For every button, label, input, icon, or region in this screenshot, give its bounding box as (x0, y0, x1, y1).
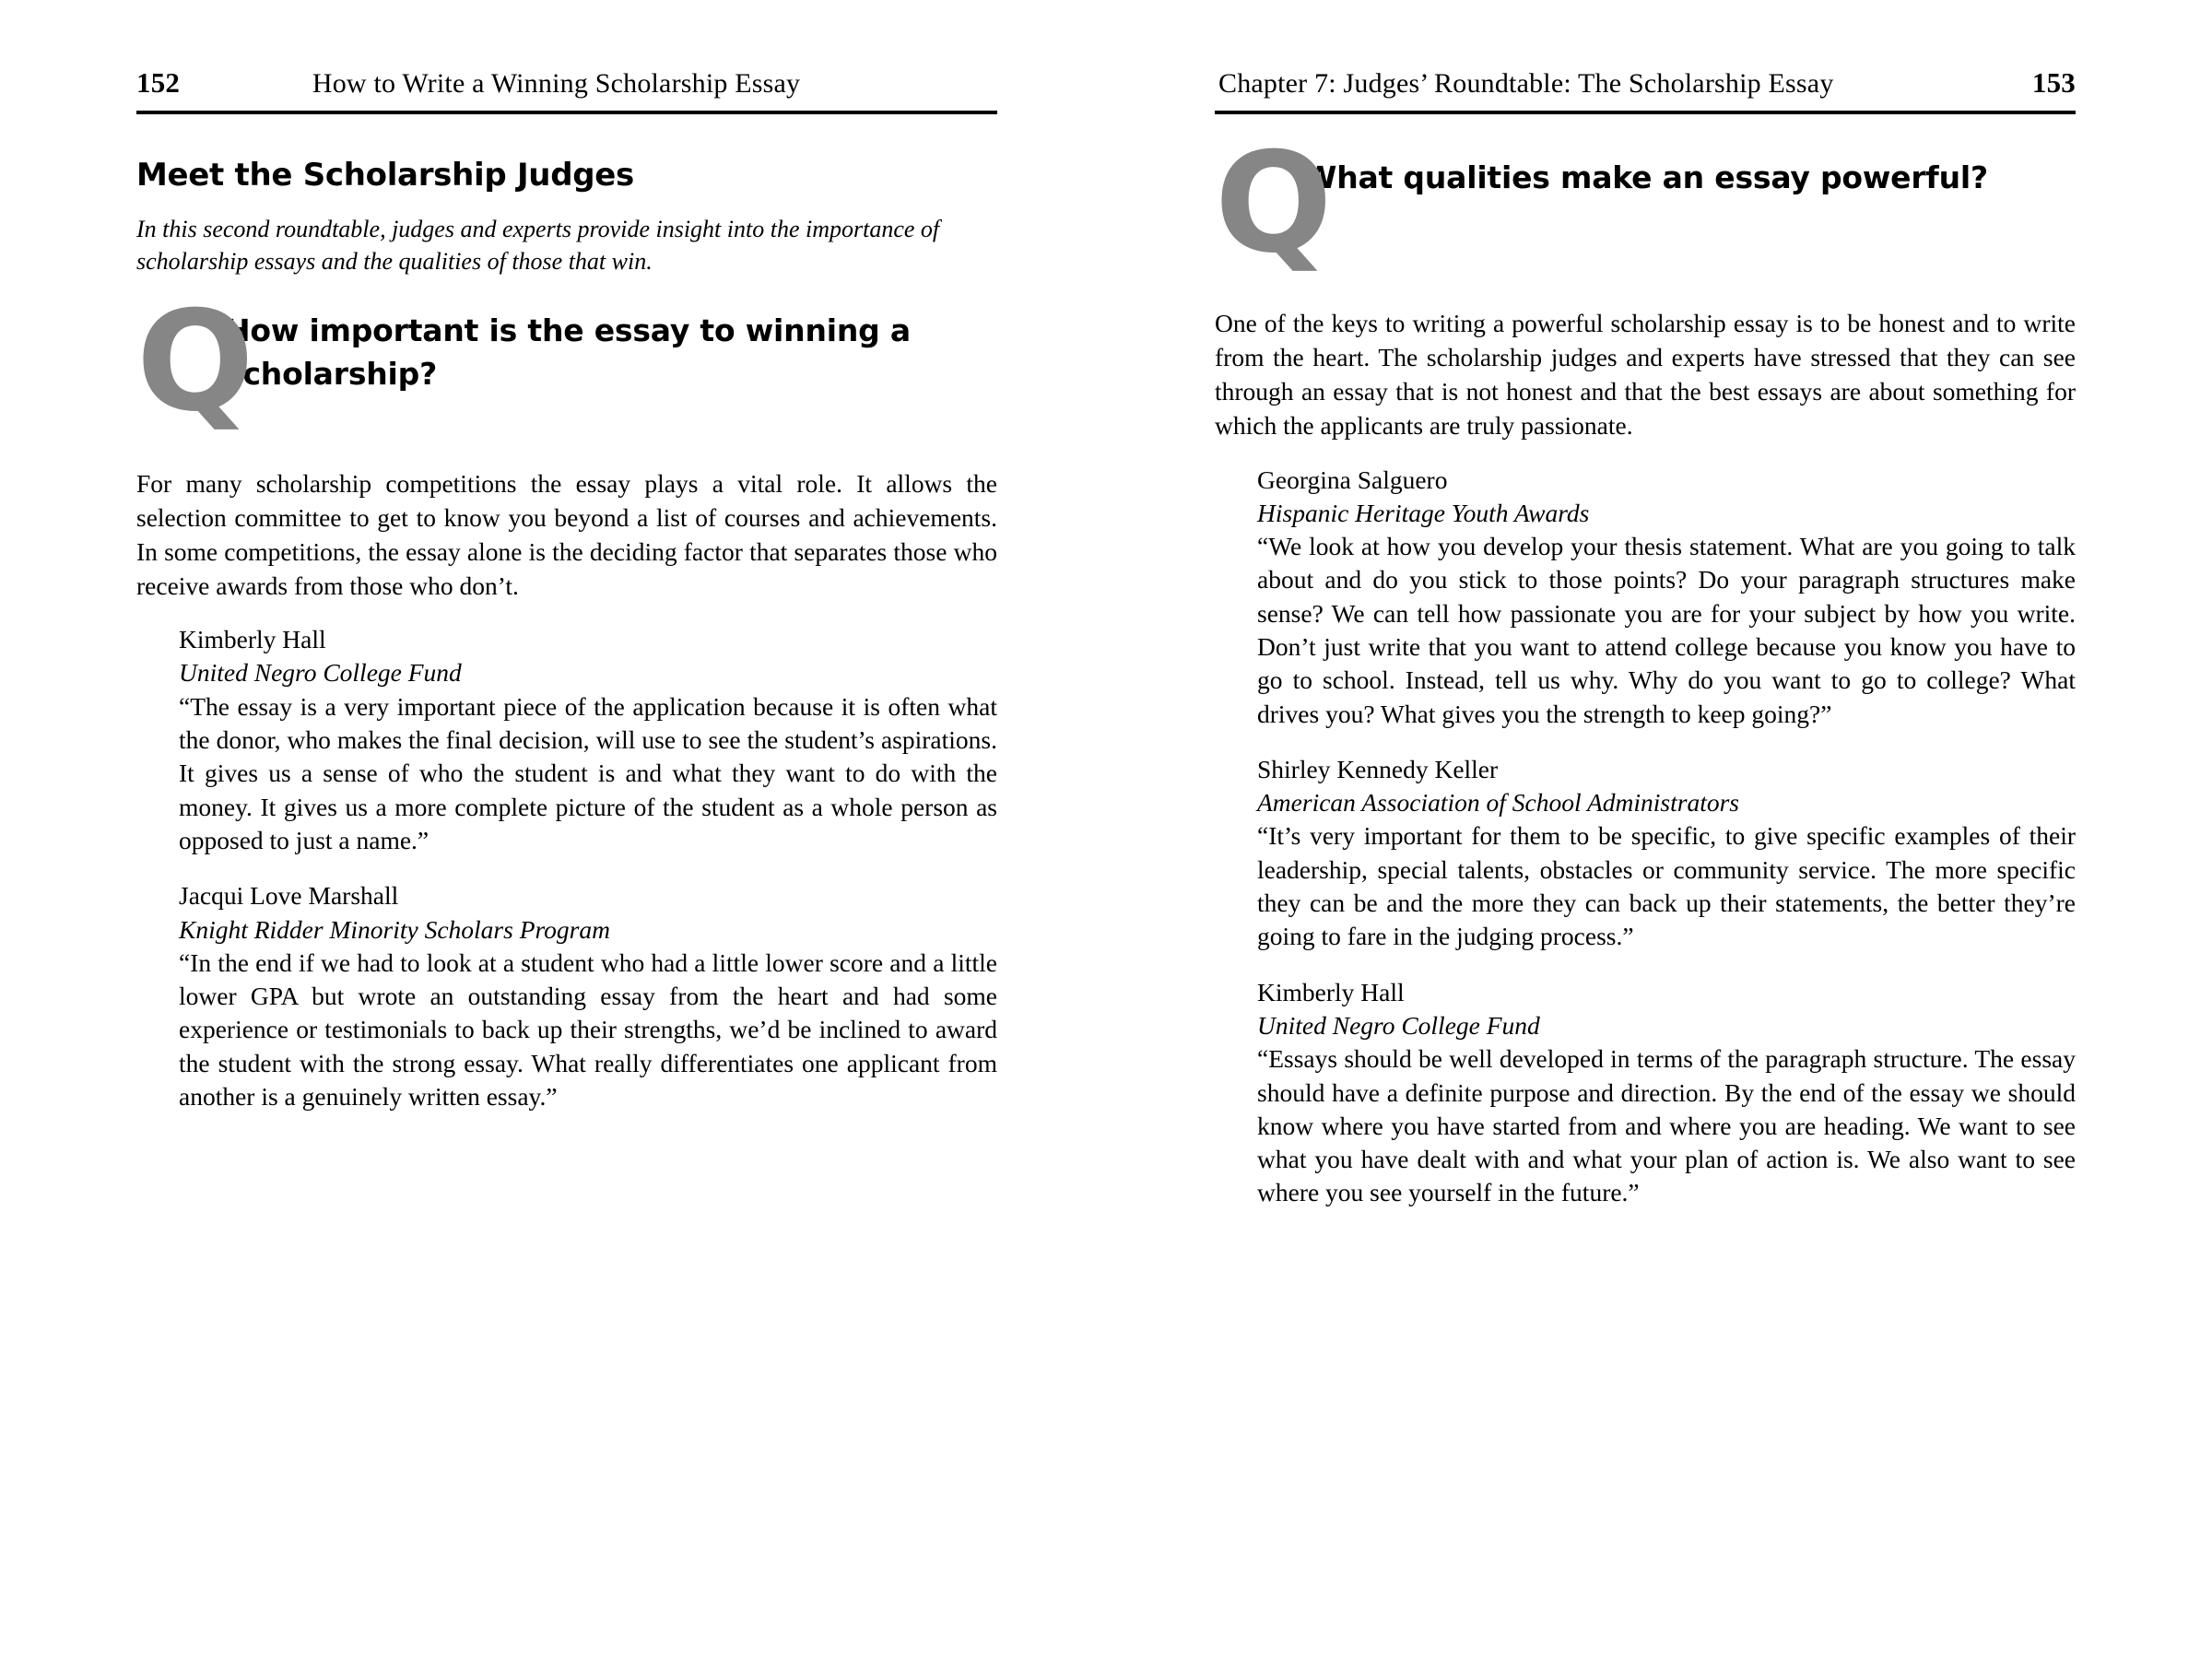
running-head-title-left: How to Write a Winning Scholarship Essay (312, 68, 801, 99)
question-block-left (136, 281, 997, 442)
quote-organization: United Negro College Fund (179, 658, 462, 688)
quote-organization: American Association of School Administrators (1257, 788, 1740, 818)
quote-block (1215, 753, 2076, 954)
page-number-left: 152 (136, 66, 181, 99)
running-head-left (136, 66, 997, 114)
section-intro: In this second roundtable, judges and experts provide insight into the importance of scholarship essays and the qualities of those that win. (136, 216, 940, 275)
running-head-right (1215, 66, 2076, 114)
quote-block (136, 879, 997, 1113)
quote-organization: Knight Ridder Minority Scholars Program (179, 914, 610, 944)
question-dropcap-icon: Q (1215, 124, 1333, 284)
question-dropcap-icon: Q (136, 281, 254, 442)
quote-block (1215, 464, 2076, 731)
section-title: Meet the Scholarship Judges (136, 157, 634, 194)
question-text-left: How important is the essay to winning a scholarship? (225, 312, 911, 392)
question-block-right (1215, 124, 2076, 284)
quote-block (136, 623, 997, 857)
lead-paragraph-right: One of the keys to writing a powerful scholarship essay is to be honest and to write from the heart. The scholarship judges and experts have stressed that they can see through an essay that is not honest and that the best essays are about something for which the applicants are truly passionate. (1215, 309, 2076, 441)
quote-text: “Essays should be well developed in terms of the paragraph structure. The essay should have a definite purpose and direction. By the end of the essay we should know where you have started from and where you are heading. We want to see what you have dealt with and what your plan of action is. We also want to see where you see yourself in the future.” (1257, 1044, 2076, 1207)
quote-organization: United Negro College Fund (1257, 1010, 1540, 1040)
quote-author: Kimberly Hall (179, 625, 326, 654)
quote-author: Georgina Salguero (1257, 465, 1448, 494)
question-text-right: What qualities make an essay powerful? (1303, 159, 1988, 195)
running-head-title-right: Chapter 7: Judges’ Roundtable: The Scholarship Essay (1218, 68, 1834, 99)
quote-organization: Hispanic Heritage Youth Awards (1257, 498, 1590, 527)
quote-author: Shirley Kennedy Keller (1257, 754, 1499, 783)
quote-text: “The essay is a very important piece of the application because it is often what the donor, who makes the final decision, will use to see the student’s aspirations. It gives us a sense of who the student is and what they want to do with the money. It gives us a more complete picture of the student as a whole person as opposed to just a name.” (179, 691, 997, 854)
quote-text: “It’s very important for them to be specific, to give specific examples of their leadership, special talents, obstacles or community service. The more specific they can be and the more they can back up their statements, the better they’re going to fare in the judging process.” (1257, 821, 2076, 951)
quote-block (1215, 976, 2076, 1210)
right-page (1106, 0, 2212, 1659)
page-number-right: 153 (2031, 66, 2076, 99)
quote-author: Kimberly Hall (1257, 977, 1405, 1006)
quote-text: “We look at how you develop your thesis statement. What are you going to talk about and do you stick to those points? Do your paragraph structures make sense? We can tell how passionate you are for your subject by how you write. Don’t just write that you want to attend college because you know you have to go to school. Instead, tell us why. Why do you want to go to college? What drives you? What gives you the strength to keep going?” (1257, 532, 2076, 728)
quote-text: “In the end if we had to look at a student who had a little lower score and a little lower GPA but wrote an outstanding essay from the heart and had some experience or testimonials to back up their strengths, we’d be inclined to award the student with the strong essay. What really differentiates one applicant from another is a genuinely written essay.” (179, 947, 997, 1112)
lead-paragraph-left: For many scholarship competitions the essay plays a vital role. It allows the selection committee to get to know you beyond a list of courses and achievements. In some competitions, the essay alone is the deciding factor that separates those who receive awards from those who don’t. (136, 468, 997, 601)
quote-author: Jacqui Love Marshall (179, 881, 399, 911)
